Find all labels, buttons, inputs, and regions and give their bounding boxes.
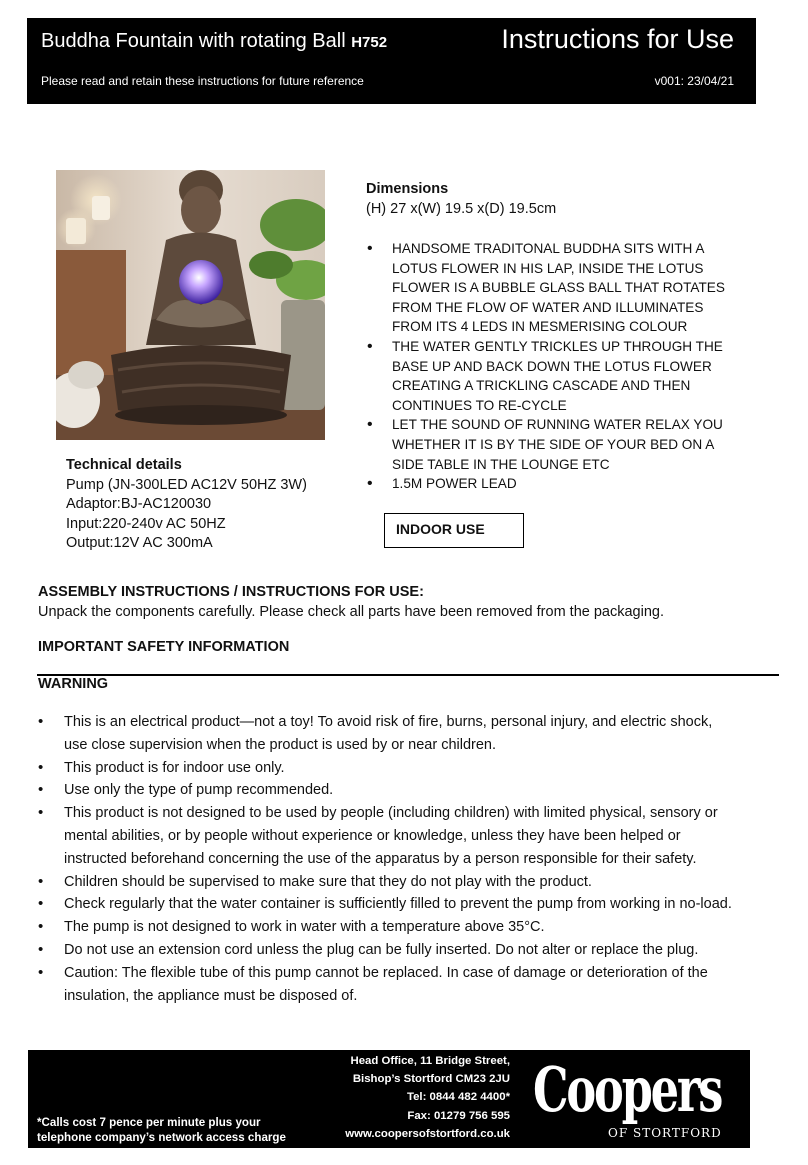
dimensions-heading: Dimensions [366,181,449,197]
office-fax: Fax: 01279 756 595 [407,1109,510,1122]
document-header [27,18,756,104]
tech-line-output: Output:12V AC 300mA [66,535,213,552]
document-footer [28,1050,750,1148]
tech-line-pump: Pump (JN-300LED AC12V 50HZ 3W) [66,476,307,493]
coopers-logo-subtitle: OF STORTFORD [608,1126,722,1140]
coopers-logo: Coopers [533,1053,722,1126]
office-line: Bishop’s Stortford CM23 2JU [352,1073,510,1086]
warning-heading: WARNING [38,676,109,692]
buddha-fountain-image [56,170,325,440]
feature-item: • THE WATER GENTLY TRICKLES UP THROUGH THE BASE UP AND BACK DOWN THE LOTUS FLOWER CREATING A TRICKLING CASCADE AND THEN CONTINUES TO RE-CYCLE [366,337,726,415]
assembly-section [38,583,664,622]
call-cost-line: telephone company’s network access charge [37,1131,286,1144]
technical-heading: Technical details [66,457,182,473]
dimensions-value: (H) 27 x(W) 19.5 x(D) 19.5cm [366,200,557,217]
retain-notice: Please read and retain these instructions for future reference [41,74,364,88]
tech-line-adaptor: Adaptor:BJ-AC120030 [66,496,212,513]
product-code: H752 [351,34,388,51]
product-name: Buddha Fountain with rotating Ball [41,30,346,52]
warning-item: • Do not use an extension cord unless the plug can be fully inserted. Do not alter or replace the plug. [38,939,738,962]
call-cost-line: *Calls cost 7 pence per minute plus your [37,1116,261,1129]
assembly-heading: ASSEMBLY INSTRUCTIONS / INSTRUCTIONS FOR USE: [38,584,424,600]
call-cost-note [37,1115,286,1145]
document-type: Instructions for Use [501,24,734,54]
version-date: v001: 23/04/21 [654,74,734,88]
warning-list [38,711,738,1007]
warning-item: • The pump is not designed to work in water with a temperature above 35°C. [38,916,738,939]
warning-item: • Children should be supervised to make sure that they do not play with the product. [38,871,738,894]
feature-list [366,239,726,494]
feature-item: • LET THE SOUND OF RUNNING WATER RELAX YOU WHETHER IT IS BY THE SIDE OF YOUR BED ON A SIDE TABLE IN THE LOUNGE ETC [366,415,726,474]
product-title [41,30,387,53]
warning-item: • This product is not designed to be used by people (including children) with limited physical, sensory or mental abilities, or by people without experience or knowledge, unless they have been helped or instructed beforehand concerning the use of the apparatus by a person responsible for their safety. [38,802,738,870]
assembly-text: Unpack the components carefully. Please check all parts have been removed from the packaging. [38,603,664,620]
safety-heading: IMPORTANT SAFETY INFORMATION [38,639,290,655]
warning-item: • Use only the type of pump recommended. [38,779,738,802]
tech-line-input: Input:220-240v AC 50HZ [66,515,226,532]
warning-item: • This is an electrical product—not a toy! To avoid risk of fire, burns, personal injury, and electric shock, use close supervision when the product is used by or near children. [38,711,738,757]
dimensions [366,180,746,219]
product-photo [56,170,325,440]
feature-item: • HANDSOME TRADITONAL BUDDHA SITS WITH A LOTUS FLOWER IN HIS LAP, INSIDE THE LOTUS FLOWER IS A BUBBLE GLASS BALL THAT ROTATES FROM THE FLOW OF WATER AND ILLUMINATES FROM ITS 4 LEDS IN MESMERISING COLOUR [366,239,726,337]
office-website: www.coopersofstortford.co.uk [345,1127,510,1140]
divider-line [37,674,779,676]
head-office-address [345,1052,510,1143]
warning-item: • This product is for indoor use only. [38,757,738,780]
warning-item: • Caution: The flexible tube of this pump cannot be replaced. In case of damage or deterioration of the insulation, the appliance must be disposed of. [38,962,738,1008]
office-phone: Tel: 0844 482 4400* [406,1091,510,1104]
technical-details [66,456,307,554]
warning-item: • Check regularly that the water container is sufficiently filled to prevent the pump from working in no-load. [38,893,738,916]
feature-item: • 1.5M POWER LEAD [366,474,726,494]
office-line: Head Office, 11 Bridge Street, [350,1055,510,1067]
indoor-use-box: INDOOR USE [384,513,524,548]
